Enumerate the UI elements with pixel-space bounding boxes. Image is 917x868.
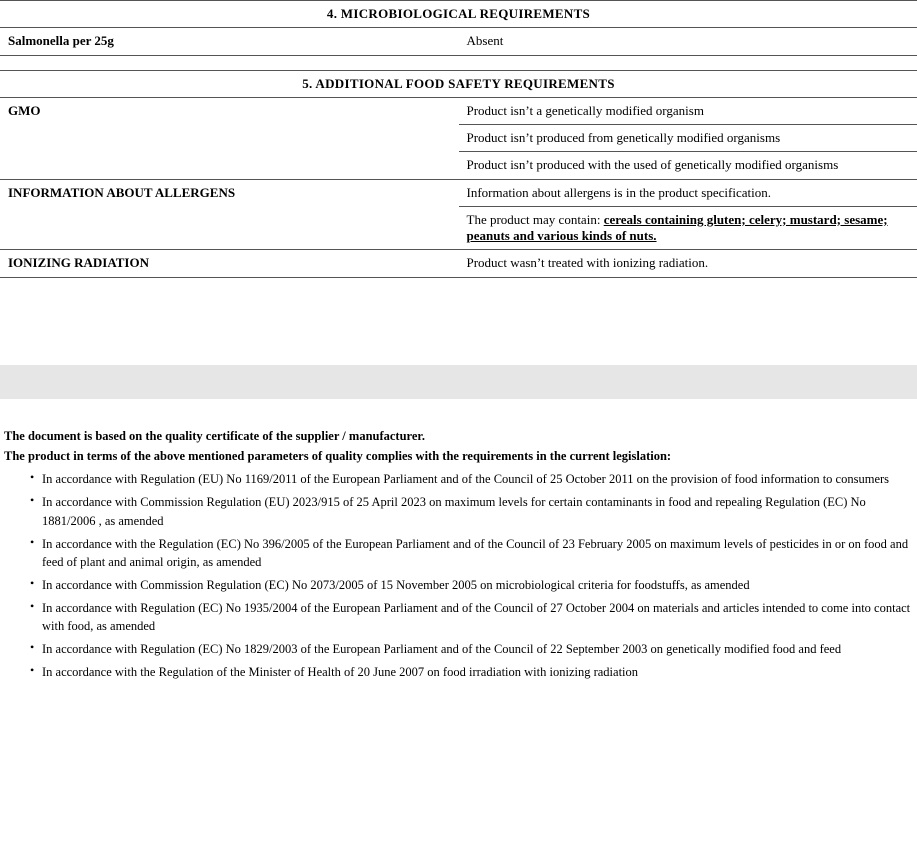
table-row xyxy=(0,97,917,124)
footer-lead-line-2: The product in terms of the above mentioned parameters of quality complies with the requirements in the current legislation: xyxy=(4,448,672,463)
row-value-allergens-info: Information about allergens is in the product specification. xyxy=(459,179,917,206)
table-row xyxy=(0,70,917,97)
table-row xyxy=(0,179,917,206)
row-label-gmo: GMO xyxy=(0,97,459,179)
list-item: • In accordance with Commission Regulation (EC) No 2073/2005 of 15 November 2005 on microbiological criteria for foodstuffs, as amended xyxy=(4,576,917,594)
table-row xyxy=(0,250,917,277)
table-row xyxy=(0,28,917,55)
row-label-allergens: INFORMATION ABOUT ALLERGENS xyxy=(0,179,459,250)
row-value-gmo-2: Product isn’t produced from genetically modified organisms xyxy=(459,125,917,152)
list-item: • In accordance with Regulation (EC) No 1829/2003 of the European Parliament and of the Council of 22 September 2003 on genetically modified food and feed xyxy=(4,640,917,658)
section-header-additional-food-safety: 5. ADDITIONAL FOOD SAFETY REQUIREMENTS xyxy=(0,70,917,97)
list-item: • In accordance with the Regulation (EC) No 396/2005 of the European Parliament and of the Council of 23 February 2005 on maximum levels of pesticides in or on food and feed of plant and animal origin, as amended xyxy=(4,535,917,571)
grey-separator-band xyxy=(0,364,917,399)
footer-notes xyxy=(0,399,917,682)
section-gap xyxy=(0,56,917,70)
blank-area xyxy=(0,278,917,364)
allergens-prefix-text: The product may contain: xyxy=(466,211,604,227)
row-value-gmo-1: Product isn’t a genetically modified organism xyxy=(459,97,917,124)
microbiological-requirements-table xyxy=(0,0,917,56)
list-item: • In accordance with the Regulation of the Minister of Health of 20 June 2007 on food irradiation with ionizing radiation xyxy=(4,663,917,681)
list-item: • In accordance with Commission Regulation (EU) 2023/915 of 25 April 2023 on maximum levels for certain contaminants in food and repealing Regulation (EC) No 1881/2006 , as amended xyxy=(4,493,917,529)
footer-lead-line-1: The document is based on the quality certificate of the supplier / manufacturer. xyxy=(4,428,425,443)
row-value-ionizing-radiation: Product wasn’t treated with ionizing radiation. xyxy=(459,250,917,277)
list-item: • In accordance with Regulation (EU) No 1169/2011 of the European Parliament and of the Council of 25 October 2011 on the provision of food information to consumers xyxy=(4,470,917,488)
table-row xyxy=(0,1,917,28)
additional-food-safety-table xyxy=(0,70,917,278)
allergens-list-emphasis: cereals containing gluten; celery; mustard; sesame; peanuts and various kinds of nuts. xyxy=(466,211,888,243)
row-label-ionizing-radiation: IONIZING RADIATION xyxy=(0,250,459,277)
row-value-salmonella: Absent xyxy=(459,28,917,55)
legislation-list xyxy=(4,470,917,681)
list-item: • In accordance with Regulation (EC) No 1935/2004 of the European Parliament and of the Council of 27 October 2004 on materials and articles intended to come into contact with food, as amended xyxy=(4,599,917,635)
row-label-salmonella: Salmonella per 25g xyxy=(0,28,459,55)
row-value-allergens-may-contain xyxy=(459,206,917,250)
row-value-gmo-3: Product isn’t produced with the used of genetically modified organisms xyxy=(459,152,917,179)
section-header-microbiological: 4. MICROBIOLOGICAL REQUIREMENTS xyxy=(0,1,917,28)
